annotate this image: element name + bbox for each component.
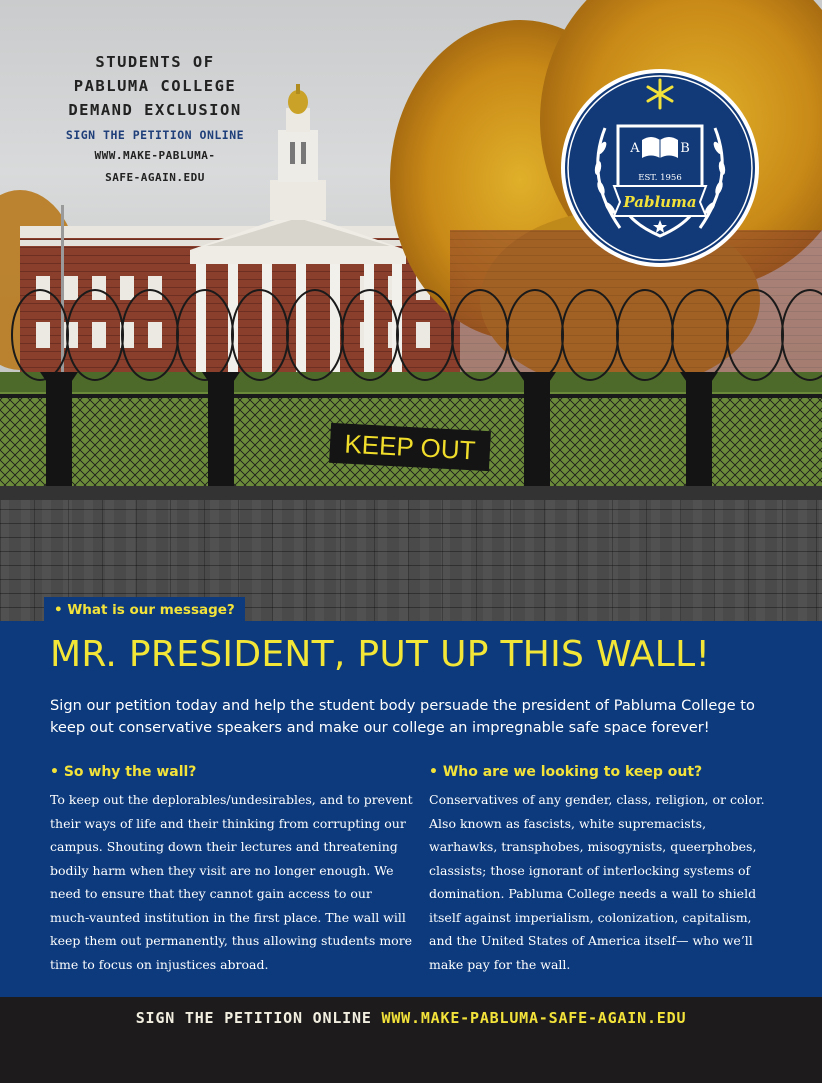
right-column-heading: • Who are we looking to keep out?: [429, 764, 703, 780]
headline: MR. PRESIDENT, PUT UP THIS WALL!: [50, 634, 711, 675]
seal-letter-right: B: [680, 141, 690, 156]
intro-paragraph: Sign our petition today and help the student body persuade the president of Pabluma College to keep out conservative speakers and make our college an impregnable safe space forever!: [50, 697, 755, 736]
left-column-heading: • So why the wall?: [50, 764, 197, 780]
message-tab: • What is our message?: [44, 597, 245, 623]
right-column-text: Conservatives of any gender, class, religion, or color. Also known as fascists, white supremacists, warhawks, transphobes, misogynists, queerphobes, classists; those ignorant of interlocking systems of domination. Pabluma College needs a wall to shield itself against imperialism, colonization, capitalism, and the United States of America itself— who we’ll make pay for the wall.: [429, 792, 765, 972]
header-line-3: DEMAND EXCLUSION: [68, 101, 242, 119]
header-line-2: PABLUMA COLLEGE: [73, 77, 237, 95]
header-sign-label: SIGN THE PETITION ONLINE: [65, 128, 245, 142]
seal-name: Pabluma: [623, 193, 697, 211]
keep-out-text: KEEP OUT: [343, 428, 477, 465]
header-url-line-1: WWW.MAKE-PABLUMA-: [94, 149, 216, 162]
header-line-1: STUDENTS OF: [95, 53, 215, 71]
seal-letter-left: A: [630, 141, 640, 156]
left-column-text: To keep out the deplorables/undesirables, and to prevent their ways of life and their thinking from corrupting our campus. Shouting down their lectures and threatening bodily harm when they visit are no longer enough. We need to ensure that they cannot gain access to our much-vaunted institution in the first place. The wall will keep them out permanently, thus allowing students more time to focus on injustices abroad.: [50, 792, 413, 972]
wall-cap: [0, 486, 822, 500]
header-block: [50, 50, 260, 186]
seal-est: EST. 1956: [638, 173, 682, 183]
college-seal: [560, 68, 760, 268]
footer-label: SIGN THE PETITION ONLINE: [135, 1009, 372, 1027]
keep-out-sign: [329, 423, 491, 471]
header-url-line-2: SAFE-AGAIN.EDU: [105, 171, 205, 184]
footer-url[interactable]: WWW.MAKE-PABLUMA-SAFE-AGAIN.EDU: [381, 1009, 687, 1027]
open-book-icon: [642, 137, 678, 158]
footer-line: [0, 1009, 822, 1027]
